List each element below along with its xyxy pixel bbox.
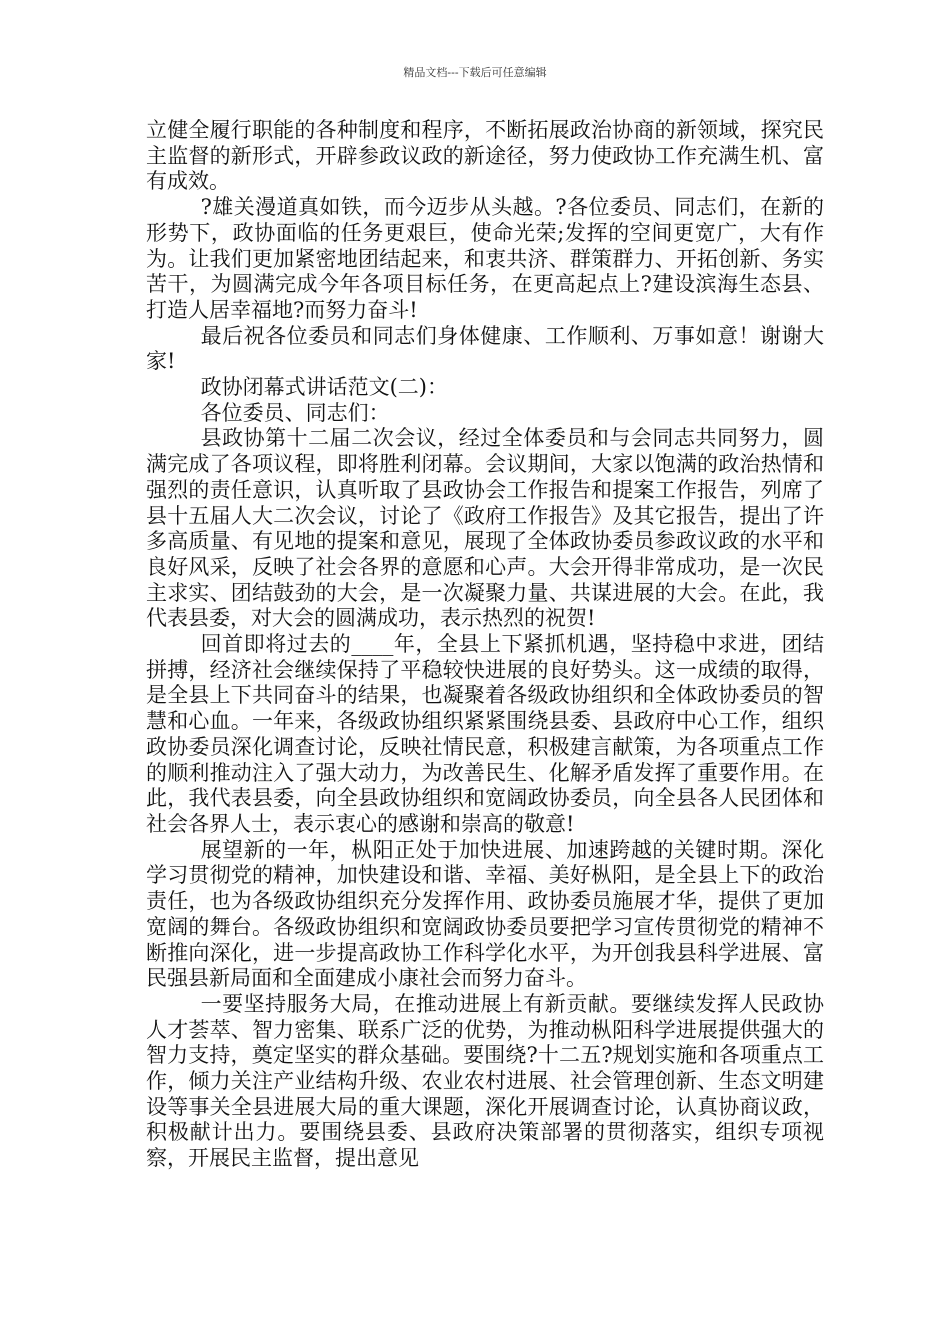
page-header: 精品文档---下载后可任意编辑 xyxy=(403,66,547,79)
paragraph-7: 回首即将过去的____年，全县上下紧抓机遇，坚持稳中求进，团结拼搏，经济社会继续保持了平稳较快进展的良好势头。这一成绩的取得，是全县上下共同奋斗的结果，也凝聚着各级政协组织和全体政协委员的智慧和心血。一年来，各级政协组织紧紧围绕县委、县政府中心工作，组织政协委员深化调查讨论，反映社情民意，积极建言献策，为各项重点工作的顺利推动注入了强大动力，为改善民生、化解矛盾发挥了重要作用。在此，我代表县委，向全县政协组织和宽阔政协委员，向全县各人民团体和社会各界人士，表示衷心的感谢和崇高的敬意! xyxy=(146,632,824,836)
document-body xyxy=(146,118,824,1172)
paragraph-3: 最后祝各位委员和同志们身体健康、工作顺利、万事如意！谢谢大家! xyxy=(146,323,824,374)
paragraph-8: 展望新的一年，枞阳正处于加快进展、加速跨越的关键时期。深化学习贯彻党的精神，加快建设和谐、幸福、美好枞阳，是全县上下的政治责任，也为各级政协组织充分发挥作用、政协委员施展才华，提供了更加宽阔的舞台。各级政协组织和宽阔政协委员要把学习宣传贯彻党的精神不断推向深化，进一步提高政协工作科学化水平，为开创我县科学进展、富民强县新局面和全面建成小康社会而努力奋斗。 xyxy=(146,837,824,991)
paragraph-9: 一要坚持服务大局，在推动进展上有新贡献。要继续发挥人民政协人才荟萃、智力密集、联系广泛的优势，为推动枞阳科学进展提供强大的智力支持，奠定坚实的群众基础。要围绕?十二五?规划实施和各项重点工作，倾力关注产业结构升级、农业农村进展、社会管理创新、生态文明建设等事关全县进展大局的重大课题，深化开展调查讨论，认真协商议政，积极献计出力。要围绕县委、县政府决策部署的贯彻落实，组织专项视察，开展民主监督，提出意见 xyxy=(146,991,824,1171)
salutation: 各位委员、同志们： xyxy=(200,400,390,425)
paragraph-2: ?雄关漫道真如铁，而今迈步从头越。?各位委员、同志们，在新的形势下，政协面临的任务更艰巨，使命光荣;发挥的空间更宽广，大有作为。让我们更加紧密地团结起来，和衷共济、群策群力、开拓创新、务实苦干，为圆满完成今年各项目标任务，在更高起点上?建设滨海生态县、打造人居幸福地?而努力奋斗! xyxy=(146,195,824,322)
paragraph-1: 立健全履行职能的各种制度和程序，不断拓展政治协商的新领域，探究民主监督的新形式，开辟参政议政的新途径，努力使政协工作充满生机、富有成效。 xyxy=(146,118,824,194)
paragraph-6: 县政协第十二届二次会议，经过全体委员和与会同志共同努力，圆满完成了各项议程，即将胜利闭幕。会议期间，大家以饱满的政治热情和强烈的责任意识，认真听取了县政协会工作报告和提案工作报告，列席了县十五届人大二次会议，讨论了《政府工作报告》及其它报告，提出了许多高质量、有见地的提案和意见，展现了全体政协委员参政议政的水平和良好风采，反映了社会各界的意愿和心声。大会开得非常成功，是一次民主求实、团结鼓劲的大会，是一次凝聚力量、共谋进展的大会。在此，我代表县委，对大会的圆满成功，表示热烈的祝贺! xyxy=(146,426,824,631)
section-title: 政协闭幕式讲话范文(二)： xyxy=(200,375,448,400)
